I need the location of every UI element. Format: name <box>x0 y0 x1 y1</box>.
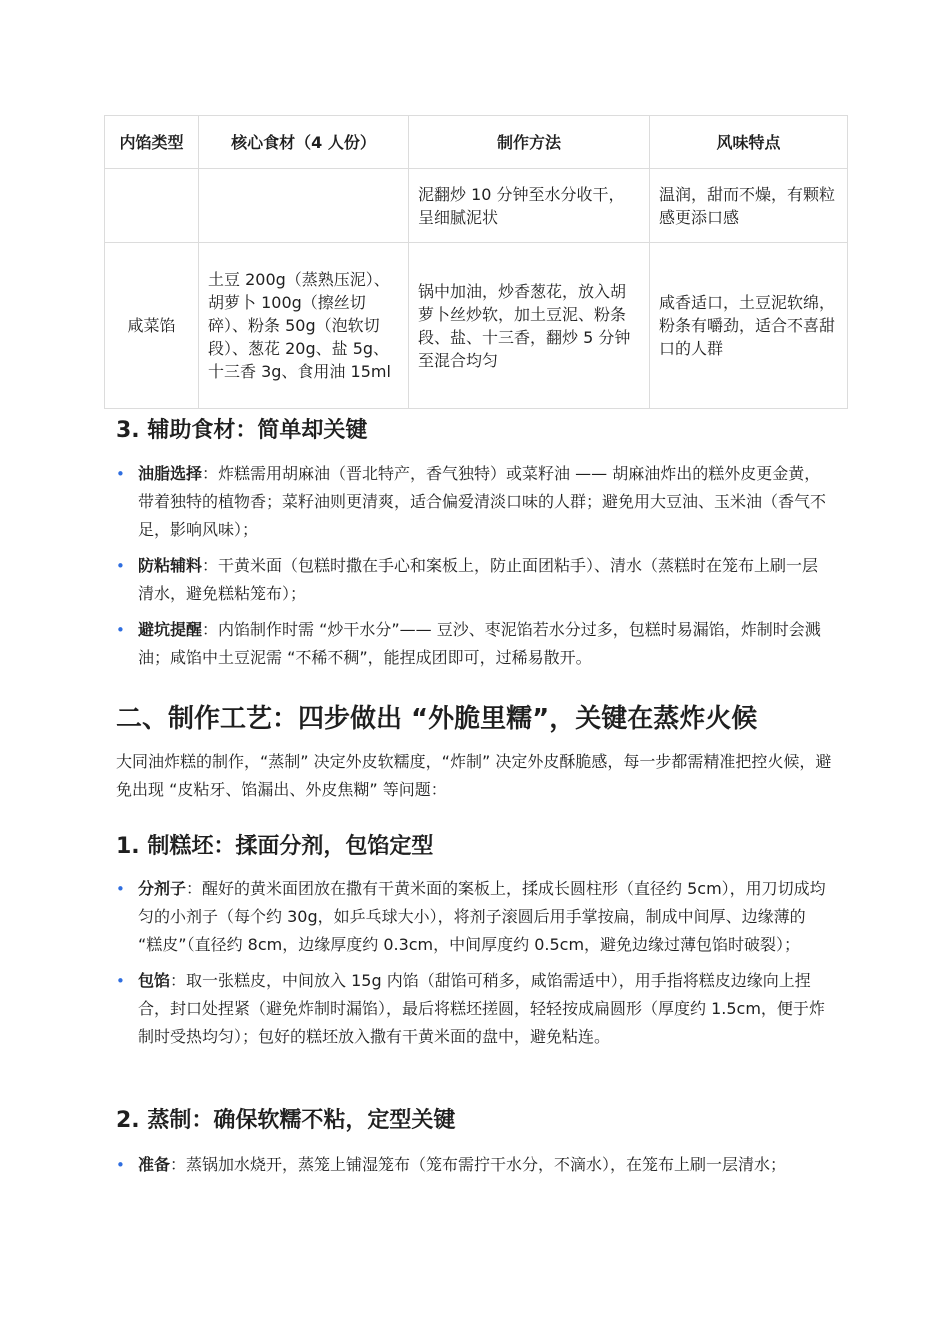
table-header-cell: 制作方法 <box>409 116 650 169</box>
bullet-icon: • <box>116 621 125 639</box>
list-item-keyword: 防粘辅料 <box>138 556 203 575</box>
table-row <box>105 243 848 409</box>
table-cell-type <box>105 169 199 243</box>
table-cell-method: 泥翻炒 10 分钟至水分收干，呈细腻泥状 <box>409 169 650 243</box>
table-cell-ingredients: 土豆 200g（蒸熟压泥）、胡萝卜 100g（擦丝切碎）、粉条 50g（泡软切段）、葱花 20g、盐 5g、十三香 3g、食用油 15ml <box>199 243 409 409</box>
list-item <box>116 616 832 672</box>
table-cell-flavor: 咸香适口，土豆泥软绵，粉条有嚼劲，适合不喜甜口的人群 <box>650 243 848 409</box>
table-header-row <box>105 116 848 169</box>
list-item <box>116 1151 832 1179</box>
part-heading-craft: 二、制作工艺：四步做出 “外脆里糯”，关键在蒸炸火候 <box>116 704 758 734</box>
filling-table <box>104 115 848 409</box>
step1-list <box>116 875 832 1051</box>
bullet-icon: • <box>116 1156 125 1174</box>
section-heading-step2: 2. 蒸制：确保软糯不粘，定型关键 <box>116 1108 456 1133</box>
table-cell-type: 咸菜馅 <box>105 243 199 409</box>
part-intro: 大同油炸糕的制作，“蒸制” 决定外皮软糯度，“炸制” 决定外皮酥脆感，每一步都需精准把控火候，避免出现 “皮粘牙、馅漏出、外皮焦糊” 等问题： <box>116 752 832 799</box>
list-item-text: ：内馅制作时需 “炒干水分”—— 豆沙、枣泥馅若水分过多，包糕时易漏馅，炸制时会溅油；咸馅中土豆泥需 “不稀不稠”，能捏成团即可，过稀易散开。 <box>138 620 821 667</box>
list-item-keyword: 分剂子 <box>138 879 187 898</box>
list-item-keyword: 包馅 <box>138 971 171 990</box>
list-item-text: ：醒好的黄米面团放在撒有干黄米面的案板上，揉成长圆柱形（直径约 5cm），用刀切成均匀的小剂子（每个约 30g，如乒乓球大小），将剂子滚圆后用手掌按扁，制成中间厚、边缘薄的 “糕皮”（直径约 8cm，边缘厚度约 0.3cm，中间厚度约 0.5cm，避免边缘过薄包馅时破裂）； <box>138 879 826 954</box>
bullet-icon: • <box>116 465 125 483</box>
table-cell-ingredients <box>199 169 409 243</box>
table-header-cell: 风味特点 <box>650 116 848 169</box>
list-item-text: ：取一张糕皮，中间放入 15g 内馅（甜馅可稍多，咸馅需适中），用手指将糕皮边缘向上捏合，封口处捏紧（避免炸制时漏馅），最后将糕坯搓圆，轻轻按成扁圆形（厚度约 1.5cm，便于炸制时受热均匀）；包好的糕坯放入撒有干黄米面的盘中，避免粘连。 <box>138 971 825 1046</box>
table-cell-flavor: 温润，甜而不燥，有颗粒感更添口感 <box>650 169 848 243</box>
table-header-cell: 内馅类型 <box>105 116 199 169</box>
bullet-icon: • <box>116 972 125 990</box>
list-item-text: ：蒸锅加水烧开，蒸笼上铺湿笼布（笼布需拧干水分，不滴水），在笼布上刷一层清水； <box>170 1155 787 1174</box>
section-heading-step1: 1. 制糕坯：揉面分剂，包馅定型 <box>116 834 434 859</box>
list-item <box>116 875 832 959</box>
list-item-keyword: 准备 <box>138 1155 171 1174</box>
table-header-cell: 核心食材（4 人份） <box>199 116 409 169</box>
section-heading-auxiliary: 3. 辅助食材：简单却关键 <box>116 418 368 443</box>
list-item <box>116 552 832 608</box>
list-item-text: ：干黄米面（包糕时撒在手心和案板上，防止面团粘手）、清水（蒸糕时在笼布上刷一层清水，避免糕粘笼布）； <box>138 556 819 603</box>
table-row <box>105 169 848 243</box>
list-item <box>116 967 832 1051</box>
list-item-text: ：炸糕需用胡麻油（晋北特产，香气独特）或菜籽油 —— 胡麻油炸出的糕外皮更金黄，带着独特的植物香；菜籽油则更清爽，适合偏爱清淡口味的人群；避免用大豆油、玉米油（香气不足，影响风味）； <box>138 464 827 539</box>
bullet-icon: • <box>116 557 125 575</box>
table-cell-method: 锅中加油，炒香葱花，放入胡萝卜丝炒软，加土豆泥、粉条段、盐、十三香，翻炒 5 分钟至混合均匀 <box>409 243 650 409</box>
step2-list <box>116 1151 832 1179</box>
list-item-keyword: 油脂选择 <box>138 464 203 483</box>
list-item <box>116 460 832 544</box>
bullet-icon: • <box>116 880 125 898</box>
list-item-keyword: 避坑提醒 <box>138 620 203 639</box>
auxiliary-list <box>116 460 832 672</box>
